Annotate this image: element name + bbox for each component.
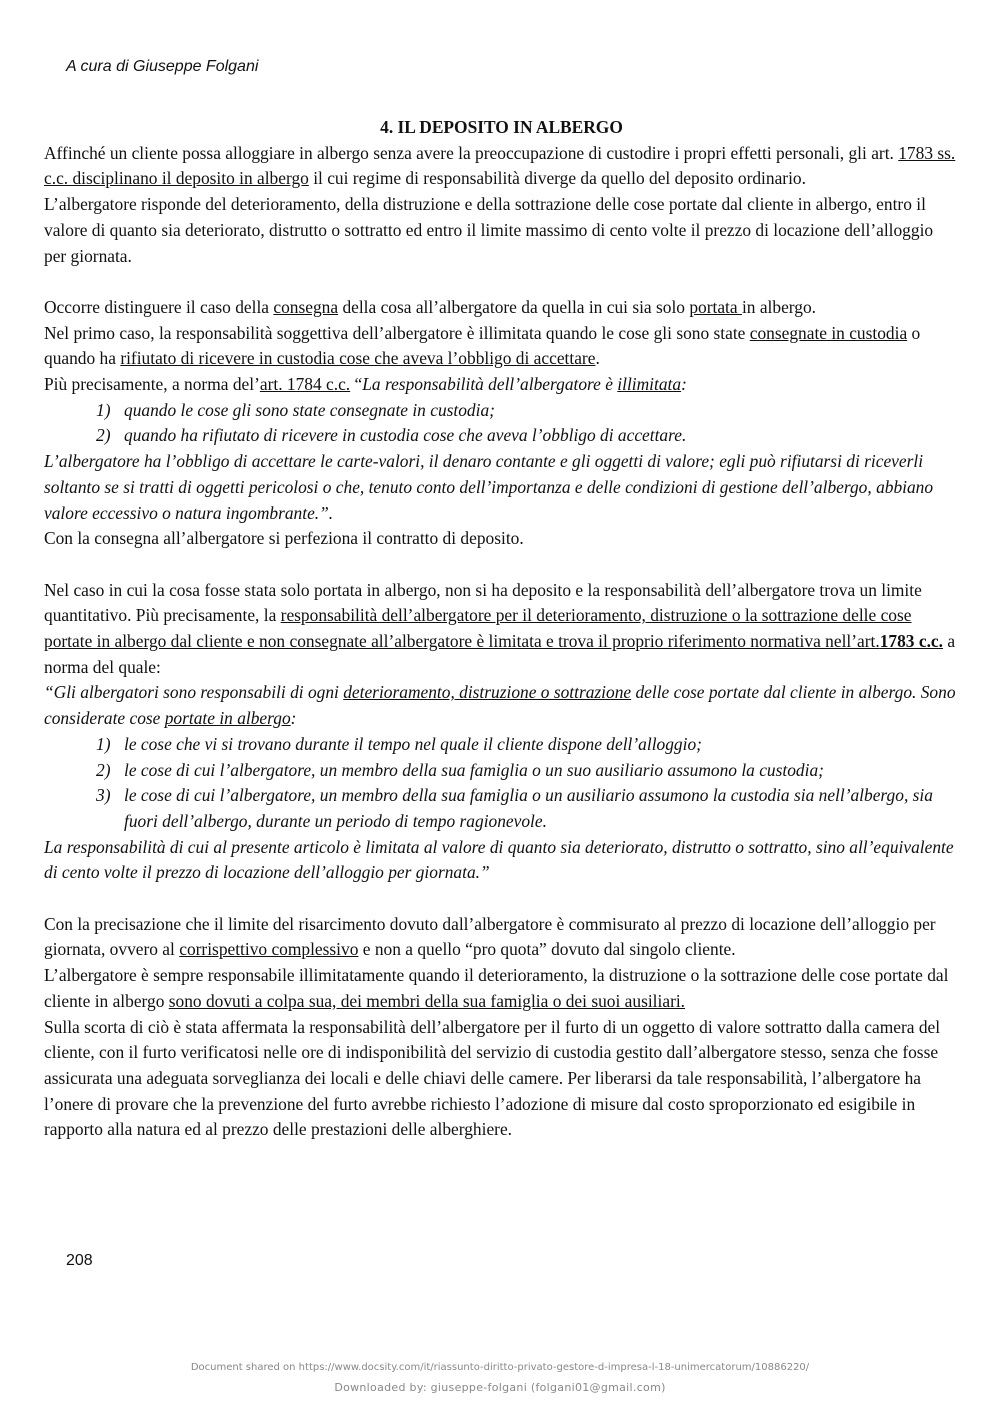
numbered-list-1783 xyxy=(44,732,959,835)
paragraph-obligation-quote: L’albergatore ha l’obbligo di accettare le carte-valori, il denaro contante e gli oggetti di valore; egli può rifiutarsi di riceverli soltanto se si tratti di oggetti pericolosi o che, tenuto conto dell’importanza e delle condizioni di gestione dell’albergo, abbiano valore eccessivo o natura ingombrante.”. xyxy=(44,451,934,523)
underlined-text: consegna xyxy=(273,296,339,317)
paragraph-liability: L’albergatore risponde del deterioramento, della distruzione e della sottrazione delle cose portate dal cliente in albergo, entro il valore di quanto sia deteriorato, distrutto o sottratto ed entro il limite massimo di cento volte il prezzo di locazione dell’alloggio per giornata. xyxy=(44,194,934,266)
list-item xyxy=(44,398,959,424)
text-span: in albergo. xyxy=(741,296,817,317)
paragraph-contract: Con la consegna all’albergatore si perfeziona il contratto di deposito. xyxy=(44,528,524,549)
list-item xyxy=(44,783,959,834)
text-span: Nel caso in cui la cosa fosse stata solo portata in albergo, non si ha deposito e la responsabilità dell’albergatore trova un limite quantitativo. Più precisamente, la xyxy=(44,579,922,626)
section-title: 4. IL DEPOSITO IN ALBERGO xyxy=(380,117,623,137)
underlined-text: portata xyxy=(689,296,742,317)
italic-quote: La responsabilità dell’albergatore è xyxy=(362,374,618,395)
list-text: le cose di cui l’albergatore, un membro della sua famiglia o un suo ausiliario assumono la custodia; xyxy=(124,759,824,780)
text-span: Affinché un cliente possa alloggiare in albergo senza avere la preoccupazione di custodire i propri effetti personali, gli art. xyxy=(44,142,899,163)
page-number: 208 xyxy=(66,1252,93,1269)
document-body xyxy=(44,115,959,1143)
list-number: 2) xyxy=(96,759,111,780)
text-span: “ xyxy=(350,374,363,395)
text-span: Nel primo caso, la responsabilità soggettiva dell’albergatore è illimitata quando le cose gli sono state xyxy=(44,322,750,343)
paragraph-art-1784 xyxy=(44,372,959,398)
underlined-text: 1783 ss. c.c. disciplinano il deposito in albergo xyxy=(44,142,956,189)
list-number: 1) xyxy=(96,399,111,420)
italic-quote: delle cose portate dal cliente in albergo. Sono considerate cose xyxy=(44,682,956,729)
list-number: 2) xyxy=(96,425,111,446)
paragraph-clarification xyxy=(44,912,959,963)
paragraph-gap xyxy=(44,552,959,578)
underlined-text: sono dovuti a colpa sua, dei membri della sua famiglia o dei suoi ausiliari. xyxy=(168,990,686,1011)
list-number: 3) xyxy=(96,785,111,806)
list-text: quando le cose gli sono state consegnate in custodia; xyxy=(124,399,495,420)
text-span: Occorre distinguere il caso della xyxy=(44,296,274,317)
paragraph-unlimited-liability xyxy=(44,963,959,1014)
paragraph-gap xyxy=(44,269,959,295)
paragraph-second-case xyxy=(44,578,959,681)
text-span: L’albergatore è sempre responsabile illimitatamente quando il deterioramento, la distruzione o la sottrazione delle cose portate dal cliente in albergo xyxy=(44,965,949,1011)
underlined-text: deterioramento, distruzione o sottrazione xyxy=(343,682,632,703)
underlined-text: portate in albergo xyxy=(164,708,291,729)
list-item xyxy=(44,758,959,784)
italic-quote: “Gli albergatori sono responsabili di ogni xyxy=(44,682,344,703)
list-item xyxy=(44,423,959,449)
text-span: Più precisamente, a norma del’ xyxy=(44,374,260,395)
list-text: le cose di cui l’albergatore, un membro della sua famiglia o un ausiliario assumono la custodia sia nell’albergo, sia fuori dell’albergo, durante un periodo di tempo ragionevole. xyxy=(124,785,933,831)
underlined-text: rifiutato di ricevere in custodia cose che aveva l’obbligo di accettare xyxy=(120,348,596,369)
list-item xyxy=(44,732,959,758)
paragraph-limit-quote: La responsabilità di cui al presente articolo è limitata al valore di quanto sia deteriorato, distrutto o sottratto, sino all’equivalente di cento volte il prezzo di locazione dell’alloggio per giornata.” xyxy=(44,836,954,883)
underlined-italic-text: illimitata xyxy=(617,374,682,395)
numbered-list-1784 xyxy=(44,398,959,449)
text-span: il cui regime di responsabilità diverge da quello del deposito ordinario. xyxy=(308,168,806,189)
italic-quote: : xyxy=(681,374,687,395)
text-span: o quando ha xyxy=(44,322,921,369)
underlined-text: art. 1784 c.c. xyxy=(259,374,351,395)
text-span: . xyxy=(595,348,600,369)
paragraph-first-case xyxy=(44,321,959,372)
text-span: Con la precisazione che il limite del risarcimento dovuto dall’albergatore è commisurato al prezzo di locazione dell’alloggio per giornata, ovvero al xyxy=(44,913,936,960)
paragraph-gap xyxy=(44,886,959,912)
underlined-text: responsabilità dell’albergatore per il deterioramento, distruzione o la sottrazione delle cose portate in albergo dal cliente e non consegnate all’albergatore è limitata e trova il proprio riferimento normativa nell’art. xyxy=(44,605,912,652)
text-span: a norma del quale: xyxy=(44,631,956,677)
list-text: quando ha rifiutato di ricevere in custodia cose che aveva l’obbligo di accettare. xyxy=(124,425,687,446)
paragraph-distinction xyxy=(44,295,959,321)
footer-download-notice: Downloaded by: giuseppe-folgani (folgani01@gmail.com) xyxy=(334,1381,666,1394)
text-span: e non a quello “pro quota” dovuto dal singolo cliente. xyxy=(358,939,736,960)
paragraph-case-law: Sulla scorta di ciò è stata affermata la responsabilità dell’albergatore per il furto di un oggetto di valore sottratto dalla camera del cliente, con il furto verificatosi nelle ore di indisponibilità del servizio di custodia gestito dall’albergatore stesso, senza che fosse assicurata una adeguata sorveglianza dei locali e delle chiavi delle camere. Per liberarsi da tale responsabilità, l’albergatore ha l’onere di provare che la prevenzione del furto avrebbe richiesto l’adozione di misure dal costo sproporzionato ed esigibile in rapporto alla natura ed al prezzo delle prestazioni delle alberghiere. xyxy=(44,1016,941,1140)
text-span: della cosa all’albergatore da quella in cui sia solo xyxy=(338,296,690,317)
paragraph-intro xyxy=(44,141,959,192)
footer-shared-notice: Document shared on https://www.docsity.com/it/riassunto-diritto-privato-gestore-d-impresa-l-18-unimercatorum/10886220/ xyxy=(190,1362,810,1373)
underlined-text: corrispettivo complessivo xyxy=(179,939,359,960)
list-text: le cose che vi si trovano durante il tempo nel quale il cliente dispone dell’alloggio; xyxy=(124,733,702,754)
list-number: 1) xyxy=(96,733,111,754)
italic-quote: : xyxy=(290,708,297,729)
page-header-author: A cura di Giuseppe Folgani xyxy=(66,58,259,75)
underlined-bold-text: 1783 c.c. xyxy=(879,631,943,652)
underlined-text: consegnate in custodia xyxy=(749,322,908,343)
paragraph-art-1783-quote xyxy=(44,680,959,731)
